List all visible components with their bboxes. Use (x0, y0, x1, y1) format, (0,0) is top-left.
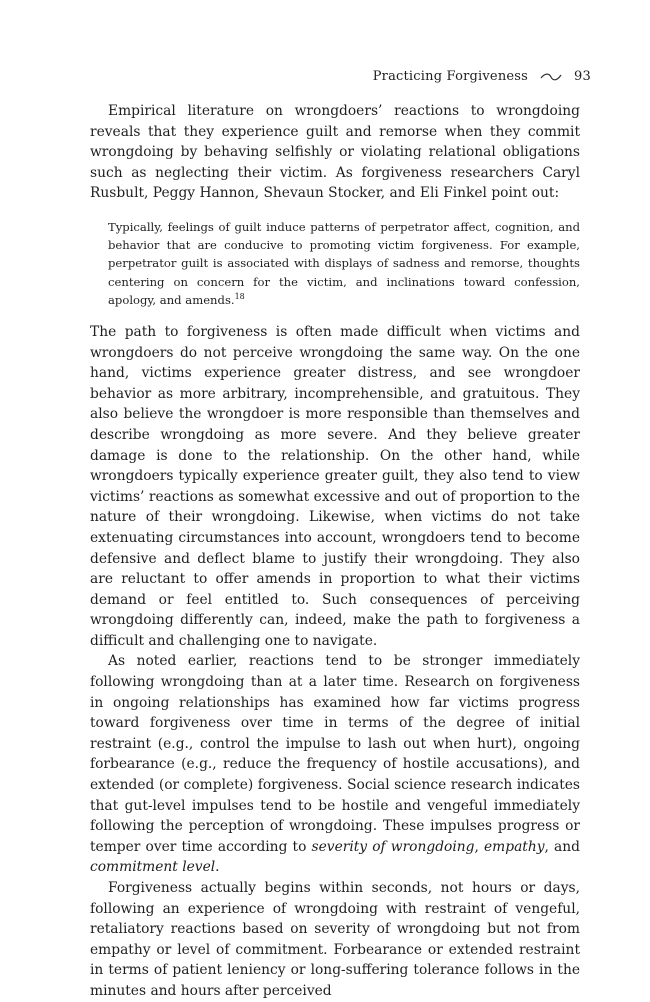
block-quote-text (108, 218, 580, 309)
paragraph-text: As noted earlier, reactions tend to be stronger immediately following wrongdoing than at a later time. Research on forgiveness in ongoing relationships has examined how far victims progress toward forgiveness over time in terms of the degree of initial restraint (e.g., control the impulse to lash out when hurt), ongoing forbearance (e.g., reduce the frequency of hostile accusations), and extended (or complete) forgiveness. Social science research indicates that gut-level impulses tend to be hostile and vengeful immediately following the perception of wrongdoing. These impulses progress or temper over time according to (90, 653, 580, 855)
tilde-ornament-icon (540, 72, 562, 82)
sentence-end: . (215, 859, 220, 876)
block-quote (108, 218, 580, 309)
quote-text: Typically, feelings of guilt induce patterns of perpetrator affect, cognition, and behavior that are conducive to promoting victim forgiveness. For example, perpetrator guilt is associated with displays of sadness and remorse, thoughts centering on concern for the victim, and inclinations toward confession, apology, and amends. (108, 219, 580, 307)
footnote-reference[interactable]: 18 (234, 291, 245, 301)
paragraph: Empirical literature on wrongdoers’ reactions to wrongdoing reveals that they experience guilt and remorse when they commit wrongdoing by behaving selfishly or violating relational obligations such as neglecting their victim. As forgiveness researchers Caryl Rusbult, Peggy Hannon, Shevaun Stocker, and Eli Finkel point out: (90, 103, 580, 202)
italic-term: severity of wrongdoing (311, 838, 475, 855)
page-number: 93 (574, 69, 591, 84)
paragraph: Forgiveness actually begins within seconds, not hours or days, following an experience of wrongdoing with restraint of vengeful, retaliatory reactions based on severity of wrongdoing but not from empathy or level of commitment. Forbearance or extended restraint in terms of patient leniency or long-suffering tolerance follows in the minutes and hours after perceived (90, 880, 580, 999)
italic-term: commitment level (90, 859, 216, 876)
separator: , and (544, 838, 580, 855)
separator: , (474, 838, 484, 855)
running-head (373, 69, 591, 84)
main-text (90, 101, 580, 1002)
italic-term: empathy (484, 838, 545, 855)
paragraph: The path to forgiveness is often made difficult when victims and wrongdoers do not perceive wrongdoing the same way. On the one hand, victims experience greater distress, and see wrongdoer behavior as more arbitrary, incomprehensible, and gratuitous. They also believe the wrongdoer is more responsible than themselves and describe wrongdoing as more severe. And they believe greater damage is done to the relationship. On the other hand, while wrongdoers typically experience greater guilt, they also tend to view victims’ reactions as somewhat excessive and out of proportion to the nature of their wrongdoing. Likewise, when victims do not take extenuating circumstances into account, wrongdoers tend to become defensive and deflect blame to justify their wrongdoing. They also are reluctant to offer amends in proportion to what their victims demand or feel entitled to. Such consequences of perceiving wrongdoing differently can, indeed, make the path to forgiveness a difficult and challenging one to navigate. (90, 323, 580, 649)
running-title: Practicing Forgiveness (372, 69, 529, 84)
paragraph (90, 651, 580, 878)
